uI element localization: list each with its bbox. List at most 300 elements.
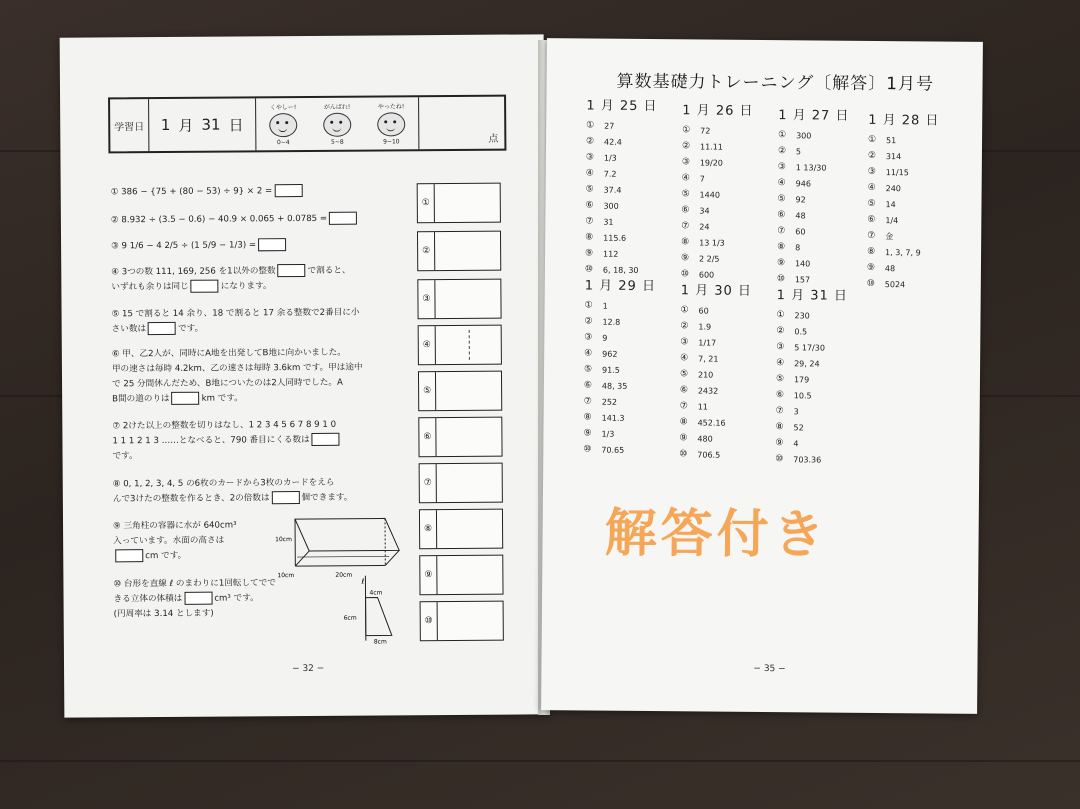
answer-row bbox=[681, 234, 752, 251]
answer-value: 703.36 bbox=[793, 454, 822, 465]
answer-row bbox=[585, 197, 656, 214]
answer-number: ③ bbox=[584, 332, 593, 343]
answer-number: ⑦ bbox=[681, 221, 690, 232]
answer-number: ① bbox=[682, 125, 691, 136]
answer-number: ② bbox=[867, 150, 877, 161]
answer-number: ② bbox=[584, 316, 593, 327]
answer-box-label: ⑨ bbox=[420, 556, 437, 594]
answer-row bbox=[776, 403, 847, 420]
answer-box-label: ② bbox=[418, 232, 435, 270]
answer-value: 29, 24 bbox=[794, 358, 820, 369]
figure-label-side: 6cm bbox=[343, 614, 357, 622]
answer-number: ③ bbox=[585, 152, 595, 163]
answer-number: ⑤ bbox=[679, 369, 689, 380]
cheer-face-icon bbox=[323, 113, 351, 137]
answer-blank bbox=[278, 264, 306, 277]
answer-value: 480 bbox=[697, 433, 713, 444]
answer-row bbox=[584, 393, 655, 410]
answer-box-label: ⑧ bbox=[420, 510, 437, 548]
question-text: 0, 1, 2, 3, 4, 5 の6枚のカードから3枚のカードをえら bbox=[123, 477, 335, 490]
answer-title: 算数基礎力トレーニング〔解答〕1月号 bbox=[616, 71, 935, 95]
answer-blank bbox=[329, 212, 357, 225]
answer-value: 8 bbox=[795, 242, 801, 252]
answer-value: 1/17 bbox=[698, 337, 717, 348]
face-rating-1 bbox=[256, 98, 310, 150]
answer-row bbox=[679, 430, 750, 447]
question-2 bbox=[111, 211, 403, 228]
answer-value: 48 bbox=[795, 210, 806, 220]
triangular-prism-figure bbox=[275, 510, 405, 581]
answer-value: 51 bbox=[886, 135, 897, 145]
face-caption: がんばれ! bbox=[323, 103, 351, 111]
answer-value: 1, 3, 7, 9 bbox=[885, 247, 921, 257]
answer-value: 2 2/5 bbox=[698, 253, 720, 264]
day-heading: 1 月 28 日 bbox=[868, 112, 940, 129]
answer-value: 240 bbox=[885, 183, 901, 193]
answer-number: ⑨ bbox=[679, 433, 688, 444]
answer-box-label: ⑤ bbox=[419, 372, 436, 410]
answer-row bbox=[778, 127, 849, 144]
answer-value: 5024 bbox=[884, 279, 906, 289]
answer-value: 24 bbox=[699, 221, 710, 232]
answer-row bbox=[586, 133, 657, 150]
answer-row bbox=[776, 307, 847, 324]
answer-number: ④ bbox=[867, 182, 876, 193]
answer-number: ⑩ bbox=[776, 274, 785, 285]
answer-blank bbox=[271, 491, 299, 504]
question-number: ③ bbox=[111, 241, 119, 252]
answer-value: 9 bbox=[602, 333, 608, 343]
answer-number: ④ bbox=[777, 178, 786, 189]
answer-row bbox=[777, 223, 848, 240]
answer-row bbox=[680, 366, 751, 383]
question-1 bbox=[111, 183, 403, 200]
answer-number: ⑤ bbox=[584, 364, 593, 375]
question-text: 個できます。 bbox=[301, 492, 353, 504]
answer-number: ⑧ bbox=[777, 242, 786, 253]
answer-row bbox=[586, 181, 657, 198]
answer-row bbox=[583, 425, 654, 442]
answer-number: ⑩ bbox=[584, 264, 594, 275]
answer-value: 4 bbox=[793, 438, 799, 448]
answer-number: ⑨ bbox=[866, 262, 876, 273]
answer-value: 11.11 bbox=[699, 141, 723, 152]
question-text: 2けた以上の整数を切りはなし、1 2 3 4 5 6 7 8 9 1 0 bbox=[122, 419, 337, 432]
answer-value: 210 bbox=[697, 369, 714, 380]
answer-value: 1/3 bbox=[603, 153, 617, 163]
answer-value: 314 bbox=[885, 151, 902, 161]
answer-number: ⑥ bbox=[583, 380, 593, 391]
answer-row bbox=[682, 186, 753, 203]
answer-row bbox=[680, 334, 751, 351]
question-text: cm³ です。 bbox=[214, 593, 259, 604]
day-value: 31 bbox=[201, 115, 221, 134]
answer-box-label: ⑩ bbox=[421, 602, 438, 640]
answer-row bbox=[867, 212, 938, 229]
answer-number: ⑨ bbox=[583, 428, 592, 439]
answer-number: ⑤ bbox=[681, 189, 690, 200]
answer-row bbox=[682, 170, 753, 187]
answer-blank bbox=[274, 184, 302, 197]
answer-value: 179 bbox=[793, 374, 810, 384]
question-text: km です。 bbox=[201, 393, 243, 404]
answer-value: 19/20 bbox=[699, 157, 723, 168]
answer-number: ⑧ bbox=[583, 412, 592, 423]
answer-box-label: ① bbox=[418, 184, 435, 222]
answer-value: 60 bbox=[795, 226, 806, 236]
answer-number: ② bbox=[680, 321, 689, 332]
answer-number: ③ bbox=[777, 162, 786, 173]
answer-row bbox=[776, 387, 847, 404]
answer-value: 2432 bbox=[697, 385, 719, 396]
question-10 bbox=[113, 576, 353, 623]
answer-value: 7, 21 bbox=[698, 353, 719, 364]
answer-value: 10.5 bbox=[793, 390, 812, 400]
study-day-label: 学習日 bbox=[110, 99, 149, 151]
question-text: いずれも余りは同じ bbox=[111, 281, 189, 293]
answer-number: ⑦ bbox=[585, 216, 594, 227]
answer-number: ⑧ bbox=[585, 232, 594, 243]
answer-box-label: ③ bbox=[418, 280, 435, 318]
answer-row bbox=[777, 207, 848, 224]
day-answer-column bbox=[583, 274, 656, 458]
answer-value: 600 bbox=[698, 269, 715, 280]
question-text: 三角柱の容器に水が 640cm³ bbox=[123, 520, 237, 532]
question-6 bbox=[112, 345, 404, 407]
figure-label-top: 4cm bbox=[369, 589, 383, 597]
answer-box-label: ⑥ bbox=[419, 418, 436, 456]
answer-value: 14 bbox=[885, 199, 896, 209]
question-number: ⑤ bbox=[111, 309, 120, 320]
answer-value: 300 bbox=[603, 201, 619, 211]
answer-value: 7.2 bbox=[603, 169, 617, 179]
answer-blank bbox=[148, 322, 176, 335]
answer-blank bbox=[115, 549, 143, 562]
answer-row bbox=[681, 302, 752, 319]
answer-number: ⑩ bbox=[866, 278, 875, 289]
answer-row bbox=[679, 446, 750, 463]
answer-row bbox=[778, 143, 849, 160]
answer-number: ① bbox=[680, 305, 689, 316]
answer-number: ⑦ bbox=[777, 226, 786, 237]
answer-box bbox=[418, 371, 502, 412]
answer-number: ⑩ bbox=[680, 269, 690, 280]
answer-row bbox=[776, 355, 847, 372]
answer-value: 37.4 bbox=[603, 185, 622, 195]
question-text: 15 で割ると 14 余り、18 で割ると 17 余る整数で2番目に小 bbox=[121, 307, 360, 320]
day-unit: 日 bbox=[228, 115, 244, 135]
answer-box bbox=[417, 183, 501, 224]
answer-number: ⑤ bbox=[585, 184, 594, 195]
answer-value: 1 bbox=[602, 301, 608, 311]
answer-row bbox=[680, 382, 751, 399]
answer-blank bbox=[312, 433, 340, 446]
answer-row bbox=[867, 276, 938, 293]
question-text: 386 − {75 + (80 − 53) ÷ 9} × 2 = bbox=[121, 186, 273, 198]
points-cell bbox=[418, 97, 504, 150]
answer-number: ⑥ bbox=[867, 214, 876, 225]
answer-value: 91.5 bbox=[602, 365, 620, 375]
sad-face-icon bbox=[269, 113, 297, 137]
answer-number: ② bbox=[681, 141, 691, 152]
question-7 bbox=[112, 417, 404, 464]
question-text: になります。 bbox=[220, 281, 272, 292]
answer-row bbox=[586, 149, 657, 166]
answer-value: 230 bbox=[794, 310, 810, 320]
question-text: で 25 分間休んだため、B地についたのは2人同時でした。A bbox=[112, 377, 343, 390]
answer-number: ⑤ bbox=[867, 198, 876, 209]
face-caption: やったね! bbox=[377, 103, 405, 111]
answer-row bbox=[586, 117, 657, 134]
question-text: です。 bbox=[178, 323, 204, 334]
question-text: 甲、乙2人が、同時にA地を出発してB地に向かいました。 bbox=[122, 347, 346, 360]
answer-number: ② bbox=[777, 146, 787, 157]
answer-value: 1 13/30 bbox=[795, 162, 827, 173]
answer-value: 141.3 bbox=[601, 413, 625, 423]
answer-box bbox=[418, 417, 502, 458]
answer-row bbox=[777, 255, 848, 272]
answer-row bbox=[682, 154, 753, 171]
answer-number: ⑥ bbox=[775, 390, 784, 401]
answer-number: ⑥ bbox=[777, 210, 786, 221]
day-heading: 1 月 30 日 bbox=[680, 283, 753, 299]
answer-number: ① bbox=[586, 120, 595, 131]
answer-row bbox=[777, 239, 848, 256]
answer-number: ③ bbox=[867, 166, 876, 177]
answer-number: ① bbox=[584, 300, 593, 311]
answer-row bbox=[585, 229, 656, 246]
question-number: ⑧ bbox=[112, 479, 121, 490]
answer-number: ① bbox=[778, 130, 787, 141]
figure-label-width: 20cm bbox=[335, 571, 353, 579]
answer-number: ④ bbox=[585, 168, 594, 179]
answer-number: ④ bbox=[776, 358, 785, 369]
answer-row bbox=[778, 159, 849, 176]
answer-number: ④ bbox=[584, 348, 593, 359]
day-heading: 1 月 29 日 bbox=[584, 278, 657, 295]
answer-value: 6, 18, 30 bbox=[602, 265, 639, 275]
question-3 bbox=[111, 237, 403, 254]
answer-number: ⑦ bbox=[679, 401, 688, 412]
question-text: 8.932 ÷ (3.5 − 0.6) − 40.9 × 0.065 + 0.0785 = bbox=[121, 213, 328, 226]
question-text: 3つの数 111, 169, 256 を1以外の整数 bbox=[121, 266, 276, 278]
answer-row bbox=[583, 441, 654, 458]
question-number: ⑩ bbox=[113, 579, 122, 590]
answer-number: ① bbox=[868, 134, 877, 145]
question-text: です。 bbox=[112, 451, 138, 462]
answer-row bbox=[584, 313, 655, 330]
answer-row bbox=[584, 361, 655, 378]
question-text: 入っています。水面の高さは bbox=[113, 535, 225, 547]
answer-number: ③ bbox=[776, 342, 785, 353]
answer-row bbox=[867, 228, 938, 245]
answer-value: 3 bbox=[793, 406, 799, 416]
figure-label-axis: ℓ bbox=[361, 577, 365, 586]
figure-label-bottom: 8cm bbox=[373, 638, 387, 646]
answer-blank bbox=[184, 592, 212, 605]
day-answer-column bbox=[777, 104, 850, 288]
question-text: で割ると、 bbox=[307, 265, 351, 276]
question-number: ⑨ bbox=[113, 521, 121, 532]
answer-number: ② bbox=[585, 136, 595, 147]
answer-box bbox=[417, 231, 501, 272]
answer-value: 157 bbox=[794, 274, 811, 284]
answer-value: 31 bbox=[603, 217, 614, 227]
face-range: 0~4 bbox=[277, 139, 290, 147]
answer-row bbox=[584, 377, 655, 394]
answer-number: ⑥ bbox=[679, 385, 688, 396]
answer-value: 70.65 bbox=[601, 445, 625, 455]
question-8 bbox=[113, 475, 405, 507]
page-number: − 35 − bbox=[753, 663, 786, 675]
answer-value: 1/3 bbox=[601, 429, 615, 439]
answer-value: 48, 35 bbox=[601, 381, 628, 391]
answer-row bbox=[775, 435, 846, 452]
answer-number: ④ bbox=[681, 173, 690, 184]
day-heading: 1 月 26 日 bbox=[682, 103, 754, 119]
figure-label-depth: 10cm bbox=[277, 572, 295, 580]
answer-box bbox=[418, 325, 502, 366]
answer-value: 5 bbox=[795, 146, 802, 156]
answer-number: ⑩ bbox=[679, 449, 688, 460]
answer-number: ④ bbox=[680, 353, 689, 364]
answer-row bbox=[584, 409, 655, 426]
answer-row bbox=[867, 244, 938, 261]
answer-row bbox=[868, 132, 939, 149]
question-text: きる立体の体積は bbox=[113, 593, 183, 605]
question-text: (円周率は 3.14 とします) bbox=[113, 608, 214, 620]
answer-box-label: ⑦ bbox=[420, 464, 437, 502]
answer-value: 0.5 bbox=[794, 326, 808, 336]
face-rating-2 bbox=[310, 98, 364, 150]
answer-row bbox=[868, 148, 939, 165]
question-text: さい数は bbox=[111, 324, 147, 335]
answer-value: 1440 bbox=[699, 189, 720, 200]
question-text: cm です。 bbox=[145, 550, 187, 562]
question-text: んで3けたの整数を作るとき、2の倍数は bbox=[112, 493, 270, 505]
points-label: 点 bbox=[488, 133, 499, 145]
month-unit: 月 bbox=[178, 116, 194, 135]
question-text: 9 1/6 − 4 2/5 ÷ (1 5/9 − 1/3) = bbox=[121, 240, 257, 252]
answer-value: 1/4 bbox=[885, 215, 899, 225]
answer-value: 92 bbox=[795, 194, 806, 204]
answer-value: 52 bbox=[793, 422, 804, 432]
question-4 bbox=[111, 263, 403, 295]
answer-box bbox=[419, 463, 503, 504]
answer-value: 946 bbox=[795, 178, 812, 188]
answer-row bbox=[867, 196, 938, 213]
question-text: 甲の速さは毎時 4.2km、乙の速さは毎時 3.6km です。甲は途中 bbox=[111, 362, 363, 375]
answer-value: 72 bbox=[700, 125, 711, 136]
answer-value: 115.6 bbox=[603, 233, 627, 243]
answer-value: 300 bbox=[796, 130, 812, 140]
answer-row bbox=[682, 138, 753, 155]
answers-included-watermark: 解答付き bbox=[604, 503, 829, 566]
answer-value: 706.5 bbox=[697, 449, 721, 460]
answer-number: ⑥ bbox=[585, 200, 594, 211]
answer-number: ⑩ bbox=[583, 444, 592, 455]
answer-number: ⑨ bbox=[776, 258, 786, 269]
answer-number: ② bbox=[776, 326, 785, 337]
day-answer-column bbox=[775, 284, 848, 468]
figure-label-height: 10cm bbox=[275, 536, 292, 544]
answer-number: ⑧ bbox=[681, 237, 690, 248]
left-page bbox=[60, 34, 549, 717]
answer-row bbox=[680, 398, 751, 415]
answer-row bbox=[681, 218, 752, 235]
answer-value: 金 bbox=[885, 231, 894, 241]
answer-value: 1.9 bbox=[698, 321, 712, 332]
answer-number: ⑦ bbox=[775, 406, 784, 417]
question-text: 台形を直線 ℓ のまわりに1回転してでで bbox=[123, 578, 276, 590]
answer-value: 112 bbox=[603, 249, 619, 259]
answer-row bbox=[776, 371, 847, 388]
answer-number: ⑦ bbox=[867, 230, 876, 241]
answer-value: 13 1/3 bbox=[699, 237, 725, 248]
question-number: ⑥ bbox=[111, 349, 120, 360]
wood-seam bbox=[0, 760, 1080, 762]
answer-row bbox=[680, 350, 751, 367]
answer-box bbox=[420, 601, 504, 642]
answer-row bbox=[777, 191, 848, 208]
answer-value: 5 17/30 bbox=[794, 342, 825, 353]
face-range: 5~8 bbox=[331, 138, 344, 146]
day-answer-column bbox=[679, 279, 752, 463]
answer-value: 11/15 bbox=[885, 167, 909, 177]
answer-row bbox=[867, 260, 938, 277]
day-heading: 1 月 31 日 bbox=[776, 288, 848, 304]
answer-blank bbox=[191, 280, 219, 293]
face-range: 9~10 bbox=[383, 138, 400, 146]
answer-value: 48 bbox=[884, 263, 896, 273]
trapezoid-figure bbox=[343, 575, 413, 645]
answer-box-label: ④ bbox=[419, 326, 436, 364]
question-number: ② bbox=[110, 215, 119, 226]
answer-row bbox=[585, 213, 656, 230]
answer-number: ⑩ bbox=[775, 454, 784, 465]
answer-value: 140 bbox=[794, 258, 811, 268]
answer-blank bbox=[172, 392, 200, 405]
answer-row bbox=[776, 339, 847, 356]
answer-value: 7 bbox=[699, 173, 705, 183]
answer-number: ⑧ bbox=[679, 417, 688, 428]
day-answer-column bbox=[681, 99, 754, 283]
question-text: B間の道のりは bbox=[112, 393, 170, 405]
answer-row bbox=[776, 323, 847, 340]
answer-row bbox=[585, 245, 656, 262]
answer-number: ⑧ bbox=[775, 422, 784, 433]
answer-value: 27 bbox=[604, 121, 615, 131]
answer-value: 12.8 bbox=[602, 317, 621, 327]
answer-row bbox=[682, 122, 753, 139]
answer-number: ⑧ bbox=[867, 246, 876, 257]
answer-row bbox=[681, 202, 752, 219]
page-number: − 32 − bbox=[292, 663, 325, 675]
question-text: 1 1 1 2 1 3 ……となべると、790 番目にくる数は bbox=[112, 434, 310, 447]
answer-number: ⑥ bbox=[681, 205, 690, 216]
question-number: ① bbox=[110, 187, 119, 198]
answer-box bbox=[419, 509, 503, 550]
day-heading: 1 月 27 日 bbox=[778, 108, 850, 124]
month-value: 1 bbox=[160, 115, 171, 134]
answer-number: ⑦ bbox=[583, 396, 592, 407]
answer-row bbox=[775, 419, 846, 436]
answer-value: 34 bbox=[699, 205, 710, 216]
study-date bbox=[149, 98, 256, 151]
answer-value: 962 bbox=[602, 349, 618, 359]
day-answer-column bbox=[585, 94, 658, 278]
answer-number: ③ bbox=[681, 157, 690, 168]
